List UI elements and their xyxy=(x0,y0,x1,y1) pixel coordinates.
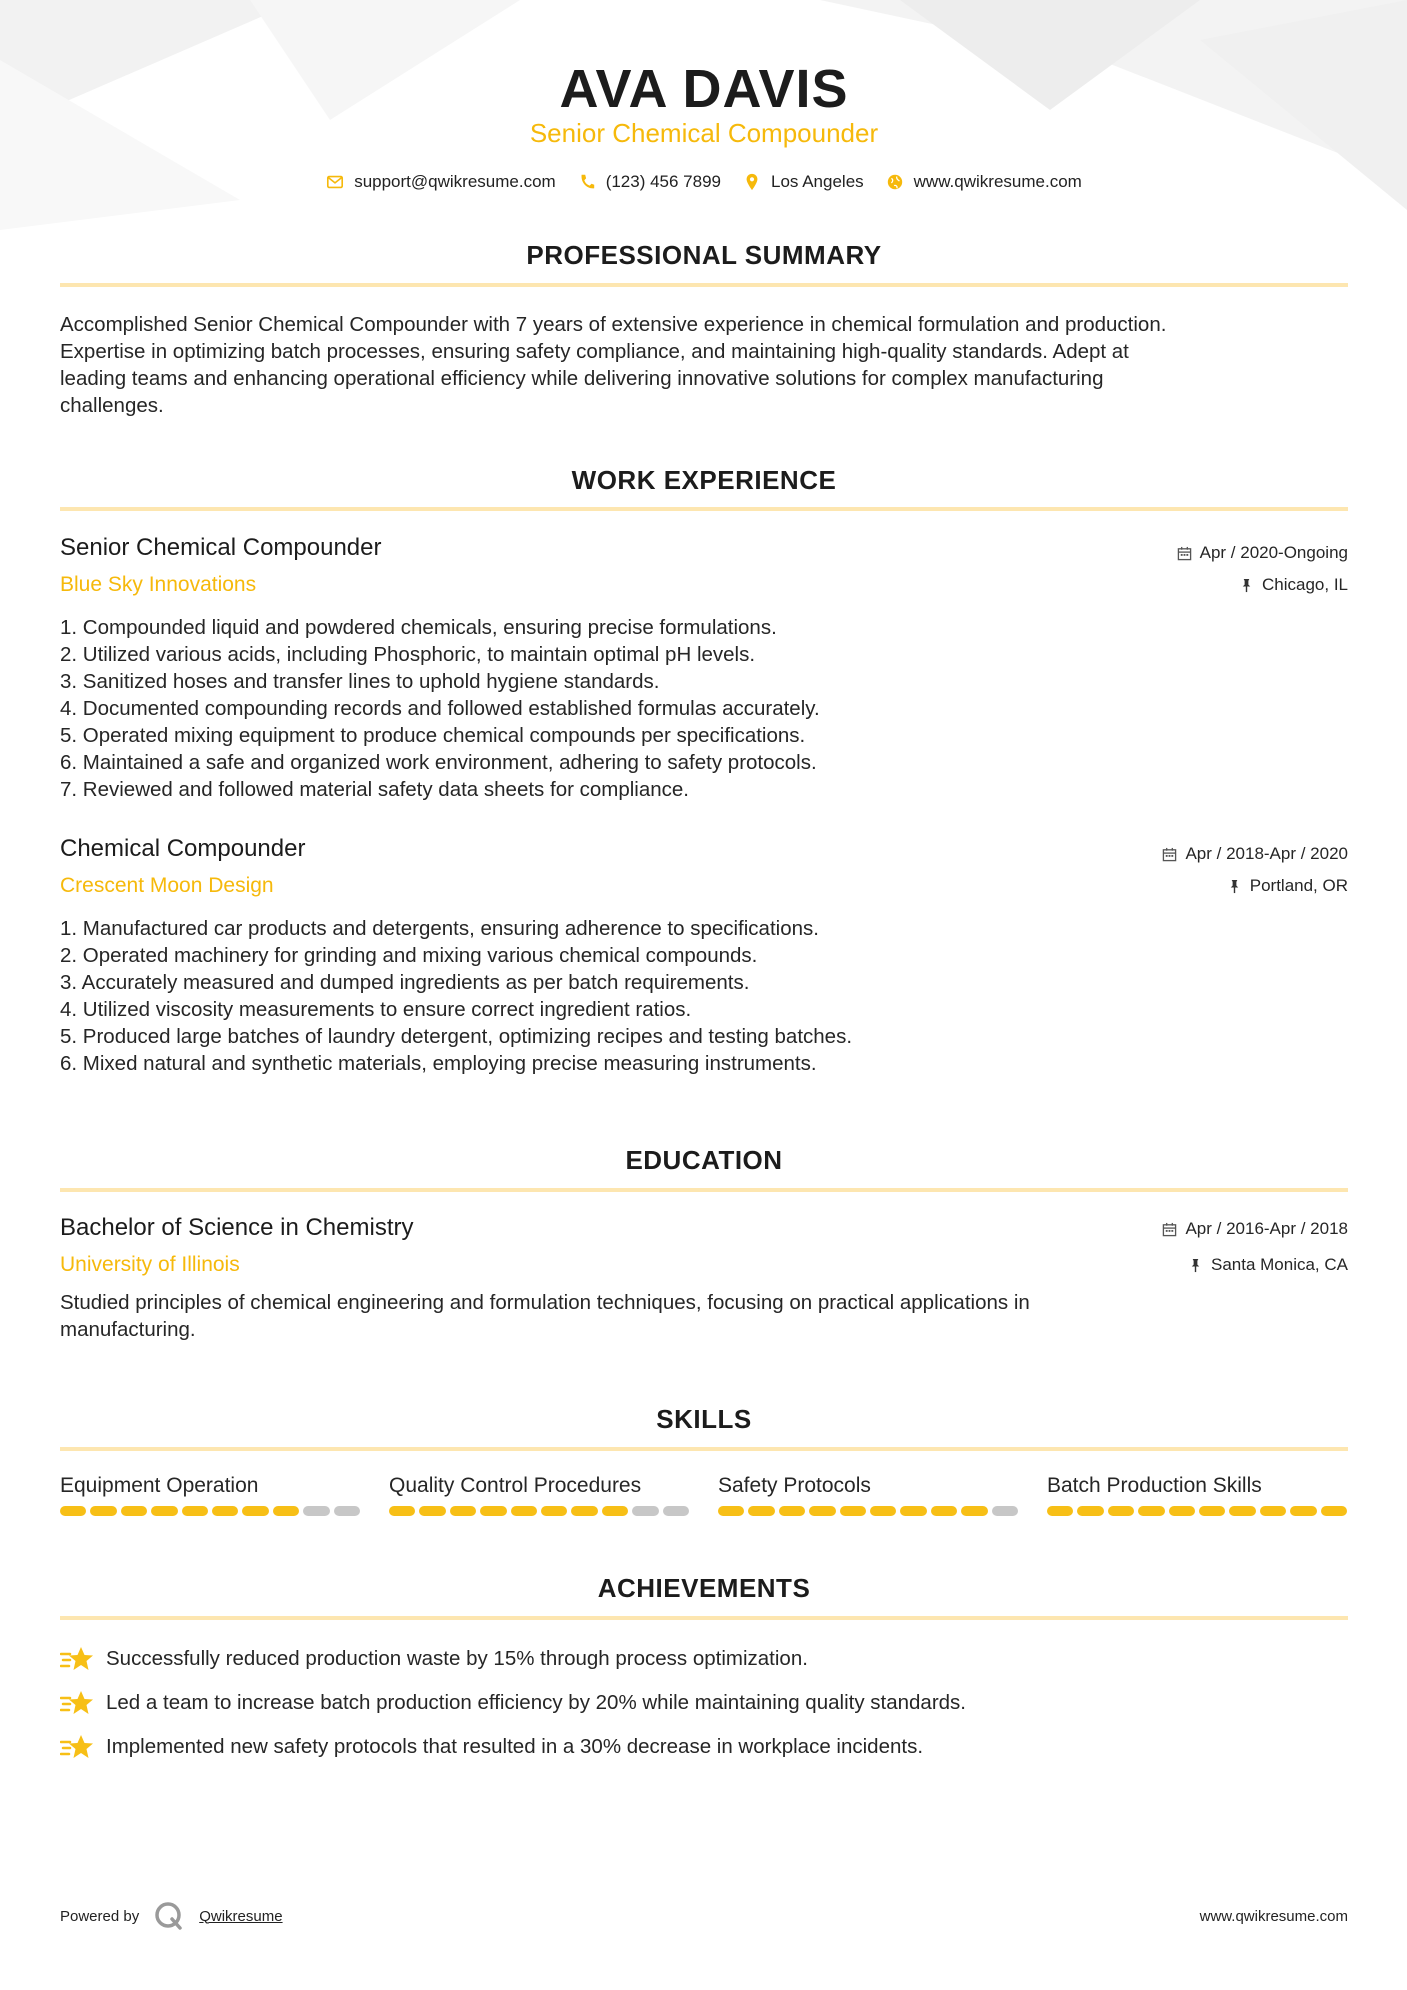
experience-divider xyxy=(60,507,1348,511)
skill-item xyxy=(60,1474,360,1516)
skill-rating-segment xyxy=(1290,1506,1316,1516)
skill-rating-segment xyxy=(1321,1506,1347,1516)
map-pin-icon xyxy=(743,173,761,191)
contact-email[interactable] xyxy=(326,172,556,192)
skill-rating-segment xyxy=(992,1506,1018,1516)
skill-rating-segment xyxy=(961,1506,987,1516)
skill-rating-segment xyxy=(1047,1506,1073,1516)
achievement-text: Successfully reduced production waste by 15% through process optimization. xyxy=(106,1647,808,1670)
achievements-divider xyxy=(60,1616,1348,1620)
skill-rating-segment xyxy=(303,1506,329,1516)
skill-rating-bar xyxy=(1047,1506,1347,1516)
skills-heading: SKILLS xyxy=(656,1404,752,1434)
job-location xyxy=(1227,876,1348,896)
job-responsibilities xyxy=(60,915,1348,1077)
job-dates-text: Apr / 2018-Apr / 2020 xyxy=(1185,844,1348,863)
list-item: 6. Maintained a safe and organized work environment, adhering to safety protocols. xyxy=(60,751,817,774)
school-name: University of Illinois xyxy=(60,1253,240,1276)
list-item: 6. Mixed natural and synthetic materials, employing precise measuring instruments. xyxy=(60,1052,817,1075)
skill-rating-segment xyxy=(663,1506,689,1516)
skill-name: Safety Protocols xyxy=(718,1474,871,1497)
list-item: 1. Compounded liquid and powdered chemicals, ensuring precise formulations. xyxy=(60,616,777,639)
email-text: support@qwikresume.com xyxy=(354,172,556,191)
achievement-item xyxy=(60,1725,1348,1769)
experience-heading: WORK EXPERIENCE xyxy=(571,465,837,495)
skill-rating-segment xyxy=(809,1506,835,1516)
job-title: Chemical Compounder xyxy=(60,835,306,862)
education-line: manufacturing. xyxy=(60,1318,196,1341)
job-responsibilities xyxy=(60,614,1348,803)
shooting-star-icon xyxy=(60,1689,94,1717)
contact-bar xyxy=(60,172,1348,192)
pushpin-icon xyxy=(1239,578,1254,593)
skill-rating-segment xyxy=(60,1506,86,1516)
skill-rating-segment xyxy=(748,1506,774,1516)
skill-rating-segment xyxy=(541,1506,567,1516)
summary-text xyxy=(60,311,1348,419)
summary-line: Accomplished Senior Chemical Compounder with 7 years of extensive experience in chemical formulation and production. xyxy=(60,313,1167,336)
education-location xyxy=(1188,1255,1348,1275)
contact-phone[interactable] xyxy=(578,172,721,192)
list-item: 3. Accurately measured and dumped ingredients as per batch requirements. xyxy=(60,971,750,994)
skill-rating-segment xyxy=(1260,1506,1286,1516)
pushpin-icon xyxy=(1188,1258,1203,1273)
skill-rating-segment xyxy=(182,1506,208,1516)
calendar-icon xyxy=(1177,546,1192,561)
list-item: 4. Documented compounding records and followed established formulas accurately. xyxy=(60,697,820,720)
list-item: 4. Utilized viscosity measurements to ensure correct ingredient ratios. xyxy=(60,998,692,1021)
skill-rating-segment xyxy=(1199,1506,1225,1516)
summary-line: challenges. xyxy=(60,394,164,417)
achievement-text: Led a team to increase batch production efficiency by 20% while maintaining quality standards. xyxy=(106,1691,966,1714)
resume-page xyxy=(60,0,1348,1990)
skill-item xyxy=(1047,1474,1347,1516)
candidate-name: AVA DAVIS xyxy=(559,59,849,119)
skills-divider xyxy=(60,1447,1348,1451)
education-line: Studied principles of chemical engineering and formulation techniques, focusing on practical applications in xyxy=(60,1291,1030,1314)
skill-rating-segment xyxy=(511,1506,537,1516)
list-item: 2. Operated machinery for grinding and mixing various chemical compounds. xyxy=(60,944,758,967)
skill-rating-segment xyxy=(1108,1506,1134,1516)
skill-item xyxy=(718,1474,1018,1516)
skill-rating-bar xyxy=(718,1506,1018,1516)
skill-rating-segment xyxy=(571,1506,597,1516)
qwikresume-logo-icon xyxy=(153,1900,185,1932)
summary-line: leading teams and enhancing operational efficiency while delivering innovative solutions for complex manufacturing xyxy=(60,367,1104,390)
shooting-star-icon xyxy=(60,1645,94,1673)
qwikresume-link[interactable]: Qwikresume xyxy=(199,1907,283,1925)
skill-rating-segment xyxy=(779,1506,805,1516)
skill-rating-segment xyxy=(151,1506,177,1516)
footer-website-link[interactable]: www.qwikresume.com xyxy=(1199,1907,1348,1925)
education-dates-text: Apr / 2016-Apr / 2018 xyxy=(1185,1219,1348,1238)
job-title: Senior Chemical Compounder xyxy=(60,534,382,561)
summary-heading: PROFESSIONAL SUMMARY xyxy=(526,240,882,270)
skill-rating-segment xyxy=(450,1506,476,1516)
skill-rating-segment xyxy=(1138,1506,1164,1516)
list-item: 2. Utilized various acids, including Phosphoric, to maintain optimal pH levels. xyxy=(60,643,756,666)
job-company: Crescent Moon Design xyxy=(60,874,274,897)
skill-rating-segment xyxy=(1229,1506,1255,1516)
education-divider xyxy=(60,1188,1348,1192)
skill-rating-segment xyxy=(632,1506,658,1516)
job-location-text: Chicago, IL xyxy=(1262,575,1348,594)
globe-icon xyxy=(886,173,904,191)
list-item: 5. Produced large batches of laundry detergent, optimizing recipes and testing batches. xyxy=(60,1025,853,1048)
achievements-list xyxy=(60,1637,1348,1769)
education-location-text: Santa Monica, CA xyxy=(1210,1255,1348,1274)
skill-rating-segment xyxy=(718,1506,744,1516)
skill-rating-bar xyxy=(389,1506,689,1516)
list-item: 7. Reviewed and followed material safety data sheets for compliance. xyxy=(60,778,690,801)
skills-list xyxy=(60,1474,1348,1516)
education-dates xyxy=(1162,1219,1348,1239)
achievement-item xyxy=(60,1637,1348,1681)
shooting-star-icon xyxy=(60,1733,94,1761)
envelope-icon xyxy=(326,173,344,191)
skill-name: Batch Production Skills xyxy=(1047,1474,1262,1497)
candidate-title: Senior Chemical Compounder xyxy=(529,118,879,148)
phone-icon xyxy=(578,173,596,191)
list-item: 3. Sanitized hoses and transfer lines to uphold hygiene standards. xyxy=(60,670,660,693)
skill-rating-segment xyxy=(1169,1506,1195,1516)
skill-rating-segment xyxy=(389,1506,415,1516)
skill-rating-segment xyxy=(1077,1506,1103,1516)
skill-name: Quality Control Procedures xyxy=(389,1474,642,1497)
skill-rating-segment xyxy=(90,1506,116,1516)
location-text: Los Angeles xyxy=(771,172,864,191)
achievement-item xyxy=(60,1681,1348,1725)
degree-title: Bachelor of Science in Chemistry xyxy=(60,1214,414,1241)
education-heading: EDUCATION xyxy=(625,1145,783,1175)
job-dates-text: Apr / 2020-Ongoing xyxy=(1199,543,1348,562)
skill-rating-segment xyxy=(840,1506,866,1516)
contact-website[interactable] xyxy=(886,172,1082,192)
skill-item xyxy=(389,1474,689,1516)
job-dates xyxy=(1177,543,1348,563)
powered-by xyxy=(60,1900,283,1932)
job-location-text: Portland, OR xyxy=(1249,876,1348,895)
skill-rating-segment xyxy=(212,1506,238,1516)
phone-text: (123) 456 7899 xyxy=(605,172,722,191)
summary-divider xyxy=(60,283,1348,287)
skill-rating-segment xyxy=(419,1506,445,1516)
skill-rating-segment xyxy=(602,1506,628,1516)
skill-rating-segment xyxy=(931,1506,957,1516)
skill-rating-segment xyxy=(870,1506,896,1516)
contact-location xyxy=(743,172,864,192)
powered-by-label: Powered by xyxy=(60,1907,140,1925)
list-item: 5. Operated mixing equipment to produce chemical compounds per specifications. xyxy=(60,724,806,747)
footer xyxy=(60,1898,1348,1934)
skill-rating-segment xyxy=(480,1506,506,1516)
skill-name: Equipment Operation xyxy=(60,1474,259,1497)
job-location xyxy=(1239,575,1348,595)
job-company: Blue Sky Innovations xyxy=(60,573,257,596)
skill-rating-bar xyxy=(60,1506,360,1516)
calendar-icon xyxy=(1162,847,1177,862)
skill-rating-segment xyxy=(273,1506,299,1516)
calendar-icon xyxy=(1162,1222,1177,1237)
pushpin-icon xyxy=(1227,879,1242,894)
skill-rating-segment xyxy=(334,1506,360,1516)
summary-line: Expertise in optimizing batch processes, ensuring safety compliance, and maintaining high-quality standards. Adept at xyxy=(60,340,1129,363)
skill-rating-segment xyxy=(121,1506,147,1516)
website-text: www.qwikresume.com xyxy=(913,172,1082,191)
achievements-heading: ACHIEVEMENTS xyxy=(597,1573,811,1603)
job-dates xyxy=(1162,844,1348,864)
skill-rating-segment xyxy=(242,1506,268,1516)
skill-rating-segment xyxy=(900,1506,926,1516)
achievement-text: Implemented new safety protocols that resulted in a 30% decrease in workplace incidents. xyxy=(106,1735,924,1758)
education-description xyxy=(60,1289,1348,1343)
list-item: 1. Manufactured car products and detergents, ensuring adherence to specifications. xyxy=(60,917,819,940)
